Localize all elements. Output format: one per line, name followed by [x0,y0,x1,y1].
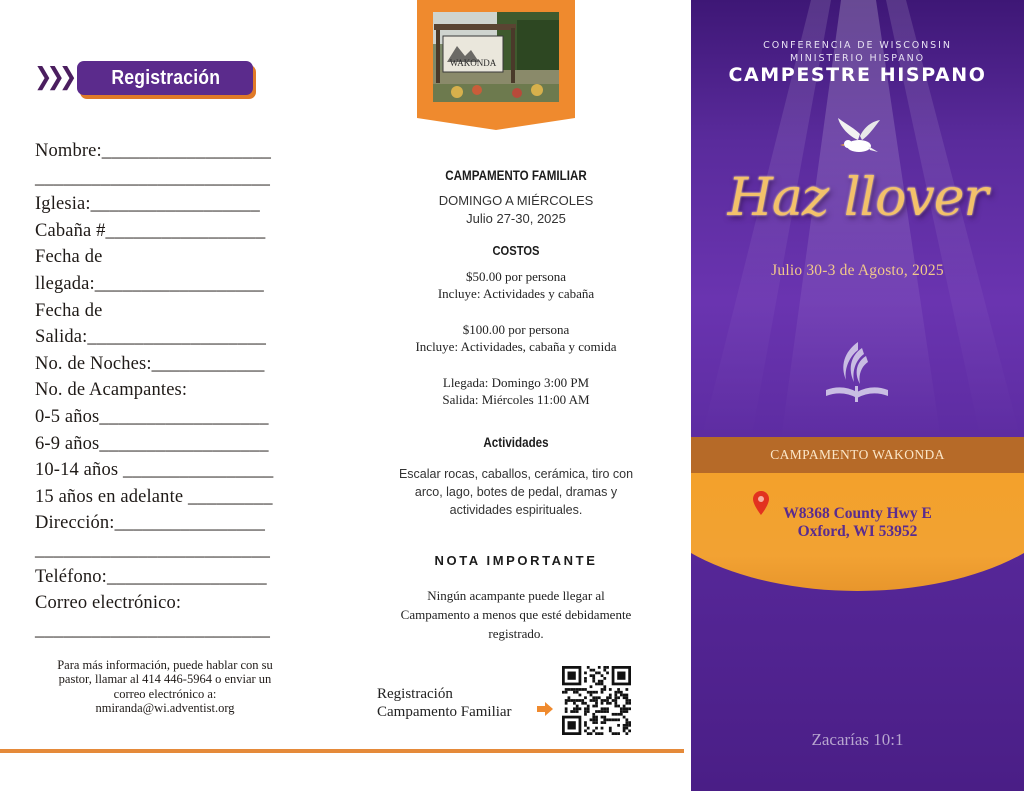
cover-dates: Julio 30-3 de Agosto, 2025 [771,262,944,279]
form-line-name[interactable]: Nombre:__________________ [35,141,272,161]
registration-title: Registración [110,66,220,89]
church-logo-icon [822,340,892,406]
form-line-departure[interactable]: Salida:___________________ [35,327,267,348]
form-line-age-0-5[interactable]: 0-5 años__________________ [35,406,269,427]
cost-spacer [344,302,688,321]
form-line-age-15-plus[interactable]: 15 años en adelante _________ [35,486,273,507]
costs-list [344,268,688,408]
location-band [691,437,1024,473]
camp-dates: Julio 27-30, 2025 [466,211,566,226]
address-line-1: W8368 County Hwy E [783,505,932,522]
form-line-phone[interactable]: Teléfono:_________________ [35,566,267,587]
qr-label [377,685,512,721]
arrow-right-icon [537,702,553,716]
cost-line: Llegada: Domingo 3:00 PM [442,375,590,390]
form-line-name-cont[interactable]: _________________________ [35,167,270,188]
costs-heading: COSTOS [492,243,540,258]
qr-code[interactable] [562,666,631,735]
contact-info-line: correo electrónico a: [113,686,217,701]
triple-chevron-icon: ❯ ❯ ❯ [34,63,72,92]
registration-form [35,138,305,643]
cost-line: $100.00 por persona [462,322,570,337]
contact-info-line: pastor, llamar al 414 446-5964 o enviar un [58,672,272,687]
org-line-2: MINISTERIO HISPANO [789,53,926,64]
cost-spacer [344,355,688,374]
family-camp-heading: CAMPAMENTO FAMILIAR [445,168,587,183]
cost-line: Incluye: Actividades, cabaña y comida [415,339,617,354]
address-line-2: Oxford, WI 53952 [797,523,918,540]
cost-line: Incluye: Actividades y cabaña [437,286,595,301]
activities-heading: Actividades [483,435,549,450]
form-label-email: Correo electrónico: [35,593,182,614]
theme-title: Haz llover [727,168,988,228]
activities-text [344,465,688,519]
form-line-nights[interactable]: No. de Noches:____________ [35,353,265,374]
note-line: registrado. [488,626,544,641]
registration-title-badge [77,61,253,95]
activities-line: actividades espirituales. [449,503,583,517]
org-line-1: CONFERENCIA DE WISCONSIN [763,40,952,51]
form-line-cabin[interactable]: Cabaña #_________________ [35,220,266,241]
activities-line: Escalar rocas, caballos, cerámica, tiro con [398,467,634,481]
form-line-email[interactable]: _________________________ [35,619,270,640]
registration-panel [0,0,344,791]
note-line: Campamento a menos que esté debidamente [400,607,632,622]
form-label-arrival: Fecha de [35,247,103,268]
form-line-church[interactable]: Iglesia:__________________ [35,194,260,215]
sign-text: WAKONDA [449,58,497,68]
contact-info [30,658,300,716]
qr-label-line: Campamento Familiar [377,704,512,720]
contact-email-link[interactable]: nmiranda@wi.adventist.org [95,701,235,716]
registration-header [34,60,253,96]
important-note-heading: NOTA IMPORTANTE [434,553,598,568]
location-name: CAMPAMENTO WAKONDA [770,447,945,462]
contact-info-line: Para más información, puede hablar con su [57,658,273,672]
bible-verse: Zacarías 10:1 [811,730,904,749]
important-note-text [344,586,688,643]
activities-line: arco, lago, botes de pedal, dramas y [414,485,618,499]
camp-title: CAMPESTRE HISPANO [728,64,987,86]
form-line-age-6-9[interactable]: 6-9 años__________________ [35,433,269,454]
note-line: Ningún acampante puede llegar al [427,588,605,603]
cost-line: Salida: Miércoles 11:00 AM [442,392,590,407]
form-line-address[interactable]: Dirección:________________ [35,513,265,534]
address[interactable] [691,505,1024,541]
qr-label-line: Registración [377,686,453,702]
camp-sign-photo [417,0,575,130]
cover-panel [691,0,1024,791]
form-line-address-cont[interactable]: _________________________ [35,539,270,560]
cost-line: $50.00 por persona [465,269,566,284]
form-label-departure: Fecha de [35,300,103,321]
form-line-age-10-14[interactable]: 10-14 años ________________ [35,460,274,481]
form-line-arrival[interactable]: llegada:__________________ [35,273,264,294]
dove-icon [834,116,882,160]
details-panel [344,0,688,791]
camp-days: DOMINGO A MIÉRCOLES [438,193,594,208]
form-label-campers: No. de Acampantes: [35,380,188,401]
